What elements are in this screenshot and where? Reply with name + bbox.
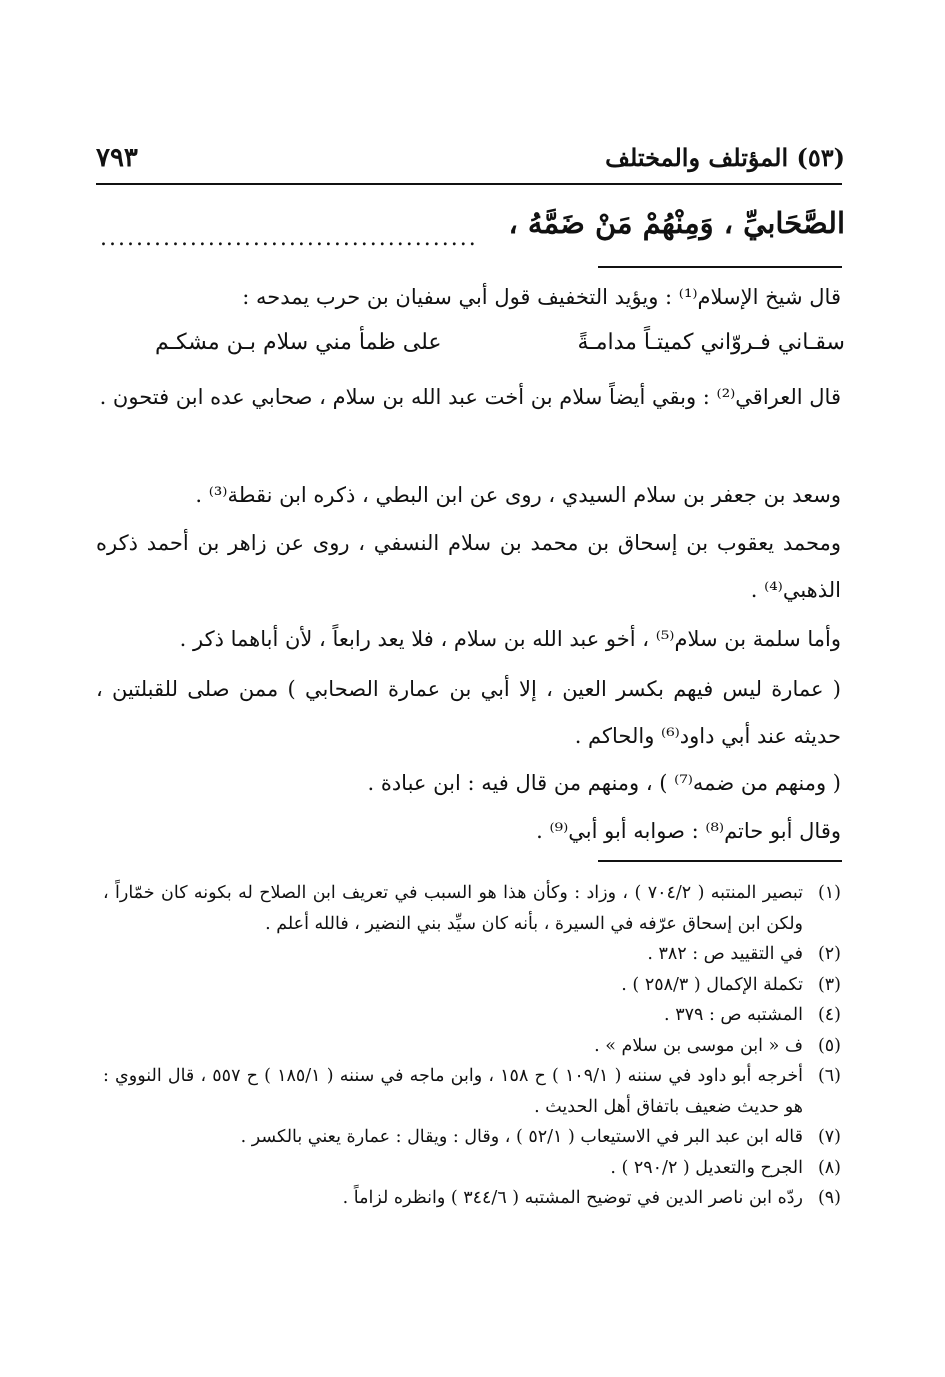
- footnote-rule: [598, 860, 842, 862]
- footnote-7: [103, 1122, 841, 1153]
- footnote-text: في التقييد ص : ٣٨٢ .: [647, 944, 803, 964]
- footnote-5: [103, 1031, 841, 1062]
- running-header-title: (٥٣) المؤتلف والمختلف: [605, 143, 845, 172]
- footnote-number: (٣): [817, 974, 841, 995]
- footnote-number: (٩): [817, 1188, 841, 1208]
- poetry-verse: [155, 330, 845, 370]
- body-paragraph-4: ومحمد يعقوب بن إسحاق بن محمد بن سلام النسفي ، روى عن زاهر بن أحمد ذكره الذهبي⁽⁴⁾ .: [96, 531, 841, 602]
- subheading-rule: [598, 266, 842, 268]
- footnote-text: قاله ابن عبد البر في الاستيعاب ( ٥٢/١ ) ، وقال : ويقال : عمارة يعني بالكسر .: [240, 1127, 803, 1147]
- verse-second-hemistich: على ظمأ مني سلام بـن مشكـم: [155, 330, 442, 355]
- subheading-dot-leader: ..........................................: [100, 226, 478, 251]
- section-subheading: الصَّحَابيِّ ، وَمِنْهُمْ مَنْ ضَمَّهُ ،: [508, 206, 845, 240]
- body-paragraph-1: قال شيخ الإسلام⁽¹⁾ : ويؤيد التخفيف قول أبي سفيان بن حرب يمدحه :: [242, 285, 841, 309]
- footnote-number: (٤): [817, 1005, 841, 1025]
- body-paragraph-5: وأما سلمة بن سلام⁽⁵⁾ ، أخو عبد الله بن سلام ، فلا يعد رابعاً ، لأن أباهما ذكر .: [179, 627, 841, 651]
- footnote-text: تبصير المنتبه ( ٧٠٤/٢ ) ، وزاد : وكأن هذا هو السبب في تعريف ابن الصلاح له بكونه كان خمّاراً ، ولكن ابن إسحاق عرّفه في السيرة ، بأنه كان سيِّد بني النضير ، فالله أعلم .: [103, 883, 803, 934]
- footnotes-list: [103, 878, 841, 1214]
- body-paragraph-6: ( عمارة ليس فيهم بكسر العين ، إلا أبي بن عمارة الصحابي ) ممن صلى للقبلتين ، حديثه عند أبي داود⁽⁶⁾ والحاكم .: [96, 677, 841, 748]
- footnote-4: [103, 1000, 841, 1031]
- footnote-number: (٨): [817, 1157, 841, 1178]
- footnote-number: (٦): [817, 1066, 841, 1086]
- footnote-3: [103, 970, 841, 1001]
- body-paragraph-3: وسعد بن جعفر بن سلام السيدي ، روى عن ابن البطي ، ذكره ابن نقطة⁽³⁾ .: [195, 483, 841, 507]
- footnote-number: (٥): [817, 1035, 841, 1056]
- footnote-text: ف « ابن موسى بن سلام » .: [594, 1035, 803, 1056]
- footnote-text: تكملة الإكمال ( ٢٥٨/٣ ) .: [621, 974, 803, 995]
- footnote-text: المشتبه ص : ٣٧٩ .: [664, 1005, 803, 1025]
- page-number: ٧٩٣: [96, 143, 138, 173]
- body-paragraph-8: وقال أبو حاتم⁽⁸⁾ : صوابه أبو أبي⁽⁹⁾ .: [536, 819, 841, 843]
- body-paragraph-2: قال العراقي⁽²⁾ : وبقي أيضاً سلام بن أخت عبد الله بن سلام ، صحابي عده ابن فتحون .: [99, 385, 841, 409]
- footnote-1: [103, 878, 841, 939]
- verse-first-hemistich: سقـاني فـروّاني كميتـاً مدامـةً: [577, 330, 845, 355]
- footnote-text: أخرجه أبو داود في سننه ( ١٠٩/١ ) ح ١٥٨ ، وابن ماجه في سننه ( ١٨٥/١ ) ح ٥٥٧ ، قال النووي : هو حديث ضعيف باتفاق أهل الحديث .: [103, 1066, 804, 1117]
- footnote-6: [103, 1061, 841, 1122]
- footnote-8: [103, 1153, 841, 1184]
- footnote-text: ردّه ابن ناصر الدين في توضيح المشتبه ( ٣٤٤/٦ ) وانظره لزاماً .: [342, 1188, 803, 1208]
- header-rule: [96, 183, 842, 185]
- footnote-2: [103, 939, 841, 970]
- body-paragraph-7: ( ومنهم من ضمه⁽⁷⁾ ) ، ومنهم من قال فيه : ابن عبادة .: [367, 771, 841, 795]
- footnote-9: [103, 1183, 841, 1214]
- footnote-number: (٧): [817, 1127, 841, 1147]
- footnote-text: الجرح والتعديل ( ٢٩٠/٢ ) .: [610, 1157, 803, 1178]
- footnote-number: (٢): [817, 944, 841, 964]
- footnote-number: (١): [817, 883, 841, 903]
